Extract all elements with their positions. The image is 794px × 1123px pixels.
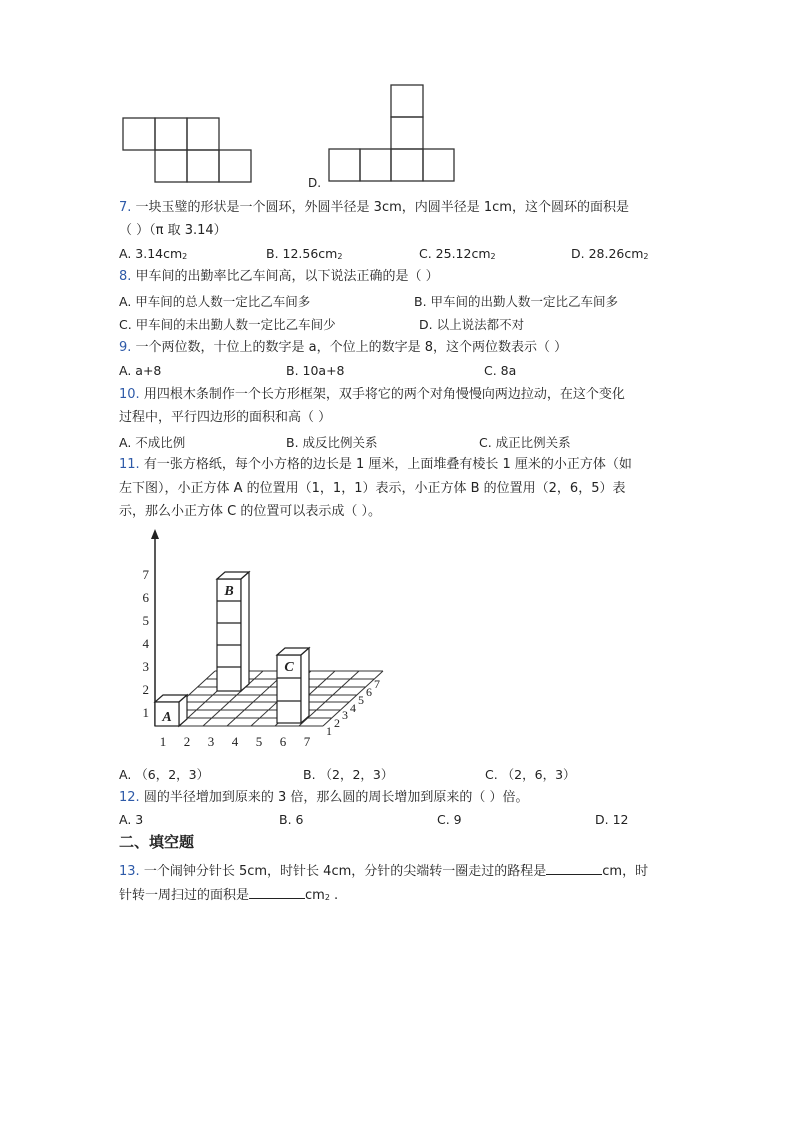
question-text: 一块玉璧的形状是一个圆环，外圆半径是 3cm，内圆半径是 1cm，这个圆环的面积是 xyxy=(135,200,629,215)
depth-tick: 4 xyxy=(350,701,356,715)
question-number: 13. xyxy=(119,864,140,879)
question-11 xyxy=(119,456,632,474)
x-tick: 1 xyxy=(159,734,167,749)
question-number: 10. xyxy=(119,387,140,402)
question-7-line2: （ ）（π 取 3.14） xyxy=(119,223,227,238)
question-number: 11. xyxy=(119,457,140,472)
question-number: 8. xyxy=(119,269,132,284)
q10-option-c: C. 成正比例关系 xyxy=(479,435,571,450)
cube-label-c: C xyxy=(284,660,294,675)
y-tick: 4 xyxy=(142,636,149,651)
q8-option-a: A. 甲车间的总人数一定比乙车间多 xyxy=(119,294,311,309)
question-12 xyxy=(119,789,529,807)
question-10-line2: 过程中，平行四边形的面积和高（ ） xyxy=(119,410,332,425)
x-tick: 5 xyxy=(255,734,263,749)
y-tick: 1 xyxy=(142,705,149,720)
depth-tick: 3 xyxy=(342,708,348,722)
question-text: 用四根木条制作一个长方形框架，双手将它的两个对角慢慢向两边拉动，在这个变化 xyxy=(143,387,625,402)
q7-option-a: A. $3.14cm^2$ xyxy=(119,246,188,261)
x-tick: 4 xyxy=(231,734,239,749)
question-text: 一个两位数，十位上的数字是 a，个位上的数字是 8，这个两位数表示（ ） xyxy=(135,340,568,355)
depth-tick: 1 xyxy=(326,724,332,738)
q8-option-b: B. 甲车间的出勤人数一定比乙车间多 xyxy=(414,294,619,309)
depth-tick: 6 xyxy=(366,685,372,699)
question-11-line3: 示，那么小正方体 C 的位置可以表示成（ ）。 xyxy=(119,504,381,519)
question-text: 有一张方格纸，每个小方格的边长是 1 厘米，上面堆叠有棱长 1 厘米的小正方体（如 xyxy=(143,457,632,472)
q12-option-a: A. 3 xyxy=(119,812,144,827)
question-13-line2: 针转一周扫过的面积是 $cm^2$ . xyxy=(119,888,339,903)
section-heading: 二、填空题 xyxy=(119,833,195,851)
depth-tick: 2 xyxy=(334,716,340,730)
question-number: 7. xyxy=(119,200,132,215)
q7-option-c: C. $25.12cm^2$ xyxy=(419,246,496,261)
net-figure-c xyxy=(122,117,254,183)
cube-label-b: B xyxy=(224,584,234,599)
question-10 xyxy=(119,386,625,404)
q11-option-b: B. （2，2，3） xyxy=(303,767,394,782)
question-11-line2: 左下图），小正方体 A 的位置用（1，1，1）表示，小正方体 B 的位置用（2，6，5）表 xyxy=(119,481,626,496)
y-tick: 7 xyxy=(142,567,149,582)
y-tick: 3 xyxy=(142,659,149,674)
q11-option-c: C. （2，6，3） xyxy=(485,767,576,782)
q8-option-d: D. 以上说法都不对 xyxy=(419,317,525,332)
x-tick: 3 xyxy=(207,734,215,749)
cube-label-a: A xyxy=(162,710,172,725)
q10-option-b: B. 成反比例关系 xyxy=(286,435,378,450)
question-8 xyxy=(119,268,439,286)
q7-option-d: D. $28.26cm^2$ xyxy=(571,246,649,261)
question-number: 9. xyxy=(119,340,132,355)
q8-option-c: C. 甲车间的未出勤人数一定比乙车间少 xyxy=(119,317,336,332)
question-13: 13. 一个闹钟分针长 5cm，时针长 4cm，分针的尖端转一圈走过的路程是 cm，时 xyxy=(119,864,649,879)
q9-option-c: C. 8a xyxy=(484,363,517,378)
q7-option-b: B. $12.56cm^2$ xyxy=(266,246,343,261)
x-tick: 6 xyxy=(279,734,287,749)
cube-grid-figure xyxy=(128,526,388,754)
q11-option-a: A. （6，2，3） xyxy=(119,767,210,782)
question-text: 一个闹钟分针长 5cm，时针长 4cm，分针的尖端转一圈走过的路程是 xyxy=(143,864,547,879)
y-tick: 5 xyxy=(142,613,149,628)
q12-option-d: D. 12 xyxy=(595,812,629,827)
x-tick: 7 xyxy=(303,734,311,749)
q12-option-b: B. 6 xyxy=(279,812,304,827)
answer-blank[interactable] xyxy=(546,862,602,875)
q9-option-b: B. 10a+8 xyxy=(286,363,345,378)
depth-tick: 7 xyxy=(374,677,380,691)
net-figure-d xyxy=(328,84,456,182)
y-tick: 6 xyxy=(142,590,149,605)
q9-option-a: A. a+8 xyxy=(119,363,162,378)
question-9 xyxy=(119,339,567,357)
option-d-label: D. xyxy=(308,176,322,190)
x-tick: 2 xyxy=(183,734,191,749)
question-text: 甲车间的出勤率比乙车间高，以下说法正确的是（ ） xyxy=(135,269,439,284)
question-number: 12. xyxy=(119,790,140,805)
answer-blank[interactable] xyxy=(249,886,305,899)
question-text: 圆的半径增加到原来的 3 倍，那么圆的周长增加到原来的（ ）倍。 xyxy=(143,790,529,805)
q12-option-c: C. 9 xyxy=(437,812,462,827)
y-tick: 2 xyxy=(142,682,149,697)
q10-option-a: A. 不成比例 xyxy=(119,435,186,450)
question-7 xyxy=(119,199,629,217)
depth-tick: 5 xyxy=(358,693,364,707)
